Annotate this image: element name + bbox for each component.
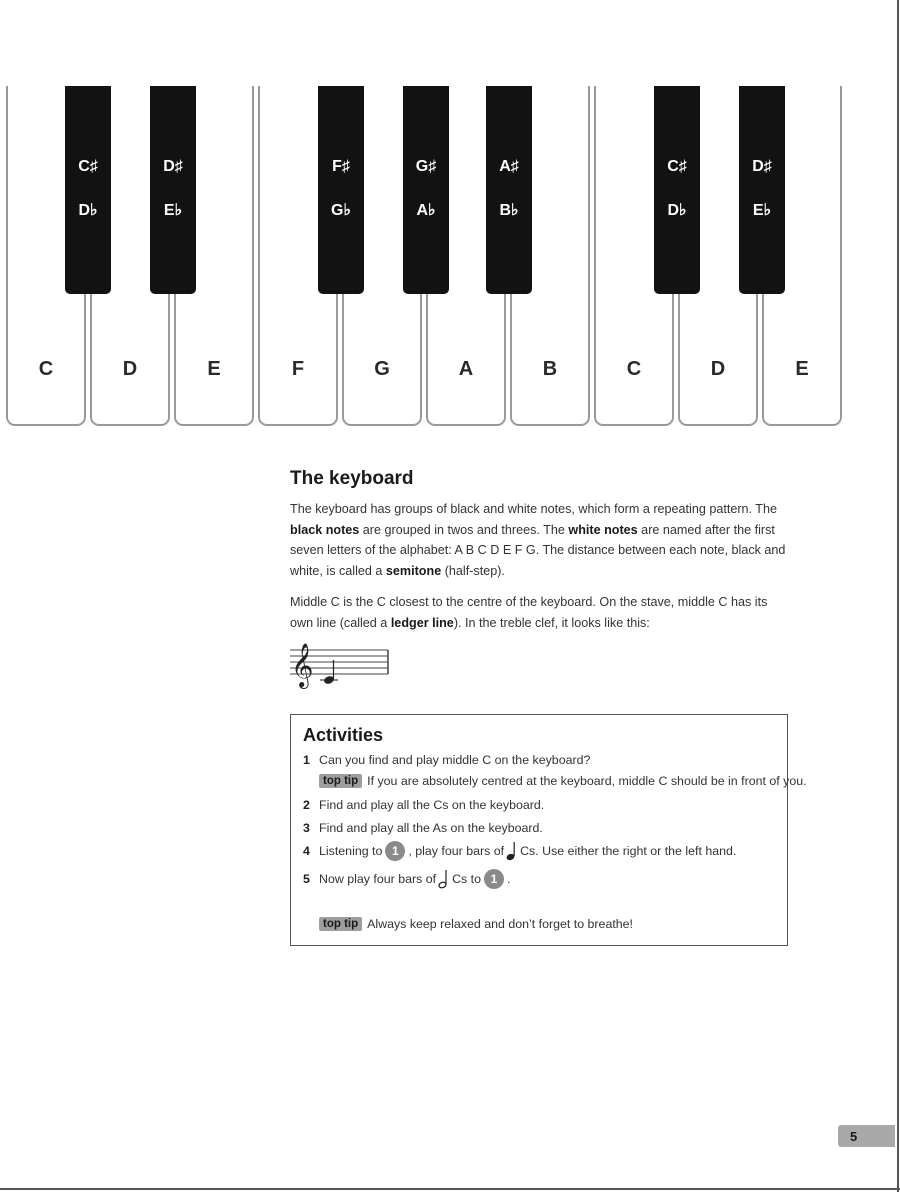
- black-key-flat-label: D♭: [78, 202, 98, 219]
- activity-item: [303, 798, 544, 812]
- black-key: [739, 86, 785, 294]
- audio-track-icon: 1: [484, 869, 504, 889]
- white-key-label: D: [710, 358, 726, 380]
- bold-term: semitone: [385, 563, 442, 578]
- top-tip-text: Always keep relaxed and don’t forget to breathe!: [367, 917, 634, 931]
- paragraph-text: are named after the first seven letters of the alphabet: A B C D E F G. The distance between each note, black and white, is called a: [290, 522, 786, 578]
- black-key-flat-label: E♭: [163, 202, 183, 219]
- svg-text:𝄞: 𝄞: [291, 643, 314, 687]
- white-key-label: F: [291, 358, 305, 380]
- page-edge: [0, 1188, 900, 1190]
- paragraph-text: ). In the treble clef, it looks like this:: [453, 615, 650, 630]
- white-key-label: E: [795, 358, 809, 380]
- bold-term: black notes: [290, 522, 360, 537]
- activities-box: [290, 714, 807, 946]
- activity-text: Find and play all the As on the keyboard.: [319, 821, 543, 835]
- audio-track-icon: 1: [385, 841, 405, 861]
- paragraph-text: are grouped in twos and threes. The: [359, 522, 569, 537]
- activity-text: Now play four bars of: [319, 872, 437, 886]
- black-key-flat-label: D♭: [667, 202, 687, 219]
- section-title: The keyboard: [290, 468, 414, 489]
- activity-text: Cs to: [452, 872, 481, 886]
- top-tip-text: If you are absolutely centred at the keyboard, middle C should be in front of you.: [367, 774, 807, 788]
- activity-item: [303, 841, 736, 861]
- activity-text: Cs. Use either the right or the left hand.: [520, 844, 737, 858]
- black-key-flat-label: G♭: [331, 202, 351, 219]
- black-key-sharp-label: C♯: [78, 158, 98, 175]
- paragraph-text: The keyboard has groups of black and white notes, which form a repeating pattern. The: [290, 502, 778, 516]
- activity-item: [303, 753, 590, 767]
- bold-term: white notes: [568, 522, 638, 537]
- half-note-icon: [438, 869, 450, 889]
- activities-title: Activities: [303, 725, 384, 745]
- piano-keyboard: [0, 0, 900, 440]
- white-key-label: C: [626, 358, 642, 380]
- top-tip-badge: top tip: [319, 917, 362, 931]
- black-key: [654, 86, 700, 294]
- activity-item: [303, 869, 510, 889]
- paragraph-text: Middle C is the C closest to the centre of the keyboard. On the stave, middle C has its own line (called a: [290, 595, 768, 630]
- top-tip: [319, 774, 807, 788]
- paragraph-text: (half-step).: [441, 563, 505, 578]
- activity-text: Find and play all the Cs on the keyboard.: [319, 798, 545, 812]
- quarter-note-icon: [506, 841, 518, 861]
- activity-text: Listening to: [319, 844, 383, 858]
- bold-term: ledger line: [390, 615, 454, 630]
- black-key-sharp-label: F♯: [332, 158, 350, 175]
- black-key-flat-label: B♭: [499, 202, 519, 219]
- activity-number: 4: [303, 844, 310, 858]
- activity-number: 2: [303, 798, 310, 812]
- top-tip-badge: top tip: [319, 774, 362, 788]
- black-key: [486, 86, 532, 294]
- black-key: [65, 86, 111, 294]
- top-tip: [319, 917, 633, 931]
- black-key-flat-label: E♭: [752, 202, 772, 219]
- black-key: [150, 86, 196, 294]
- black-key-sharp-label: D♯: [752, 158, 772, 175]
- activity-item: [303, 821, 543, 835]
- white-key-label: A: [458, 358, 474, 380]
- white-key-label: C: [38, 358, 54, 380]
- white-key-label: B: [542, 358, 558, 380]
- black-key-sharp-label: C♯: [667, 158, 687, 175]
- black-key: [318, 86, 364, 294]
- page-number: 5: [838, 1125, 895, 1147]
- white-key-label: D: [122, 358, 138, 380]
- activity-number: 1: [303, 753, 310, 767]
- activity-number: 5: [303, 872, 310, 886]
- black-key: [403, 86, 449, 294]
- activity-text: , play four bars of: [408, 844, 505, 858]
- white-key-label: E: [207, 358, 221, 380]
- treble-clef-stave-icon: [288, 638, 392, 690]
- middle-c-paragraph: [290, 592, 790, 633]
- black-key-flat-label: A♭: [416, 202, 436, 219]
- keyboard-paragraph: [290, 499, 790, 581]
- black-key-sharp-label: A♯: [499, 158, 519, 175]
- black-key-sharp-label: G♯: [415, 158, 437, 175]
- black-key-sharp-label: D♯: [163, 158, 183, 175]
- activity-number: 3: [303, 821, 310, 835]
- activity-text: Can you find and play middle C on the keyboard?: [319, 753, 591, 767]
- white-key-label: G: [374, 358, 390, 380]
- activity-text: .: [507, 872, 511, 886]
